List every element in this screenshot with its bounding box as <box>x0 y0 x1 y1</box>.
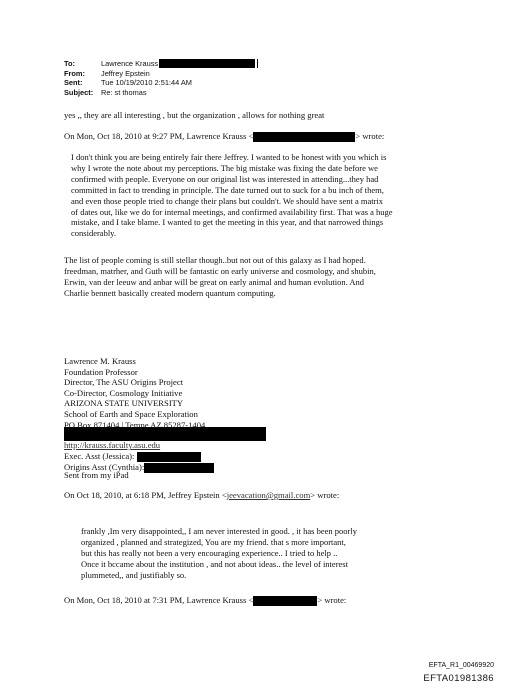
signature-title: Co-Director, Cosmology Initiative <box>64 387 183 398</box>
footer-ref-2: EFTA01981386 <box>423 673 494 684</box>
email-header <box>64 59 258 97</box>
to-label: To: <box>64 59 75 68</box>
quote1-paragraph-2 <box>64 255 376 299</box>
text-line: why I wrote the note about my perceptions. The big mistake was fixing the date before we <box>71 162 378 173</box>
quote2-intro-after: > wrote: <box>310 490 340 500</box>
quote1-paragraph-1 <box>71 152 393 239</box>
text-line: considerably. <box>71 228 117 239</box>
quote3-intro <box>64 595 346 606</box>
exec-asst-row <box>64 451 266 462</box>
website-link[interactable]: http://krauss.faculty.asu.edu <box>64 440 161 451</box>
text-line: freedman, matrher, and Guth will be fantastic on early universe and cosmology, and shubin, <box>64 265 376 276</box>
quote1-intro-before: On Mon, Oct 18, 2010 at 9:27 PM, Lawrence Krauss < <box>64 131 254 141</box>
text-line: and even those people tried to change their plans but couldn't. We should have sent a matrix <box>71 195 384 206</box>
text-line: plummeted,, and justifiably so. <box>81 569 187 580</box>
text-line: The list of people coming is still stellar though..but not out of this galaxy as I had hoped. <box>64 255 366 265</box>
signature-address: PO Box 871404 | Tempe AZ 85287-1404 <box>64 419 206 430</box>
text-line: but this has really not been a very encouraging experience.. I tried to help .. <box>81 547 338 558</box>
subject-value: Re: st thomas <box>101 87 147 97</box>
reply-line: yes ,, they are all interesting , but the organization , allows for nothing great <box>64 110 325 120</box>
text-line: Charlie bennett basically created modern quantum computing. <box>64 287 276 298</box>
text-line: organized , planned and strategized, You are my friend. that s more important, <box>81 536 346 547</box>
redaction-box <box>253 132 355 142</box>
website-row <box>64 440 266 451</box>
quote2-body <box>81 526 357 581</box>
signature-address-row <box>64 420 266 431</box>
text-line: I don't think you are being entirely fair there Jeffrey. I wanted to be honest with you which is <box>71 152 387 162</box>
exec-asst-label: Exec. Asst (Jessica): <box>64 450 135 461</box>
text-line: mistake, and I take blame. I wanted to get the meeting in this year, and that narrowed things <box>71 217 384 228</box>
sent-row <box>64 78 258 88</box>
signature-university: ARIZONA STATE UNIVERSITY <box>64 398 184 409</box>
quote3-intro-before: On Mon, Oct 18, 2010 at 7:31 PM, Lawrence Krauss < <box>64 595 254 605</box>
from-value: Jeffrey Epstein <box>101 68 150 78</box>
quote2-intro-before: On Oct 18, 2010, at 6:18 PM, Jeffrey Epstein < <box>64 490 227 500</box>
redacted-line-row <box>64 430 266 440</box>
signature-block <box>64 356 266 473</box>
from-row <box>64 69 258 79</box>
footer-ref-1: EFTA_R1_00469920 <box>428 662 494 669</box>
redaction-box <box>144 463 214 473</box>
text-line: Once it bccame about the institution , and not about ideas.. the level of interest <box>81 558 348 569</box>
text-line: Erwin, van der leeuw and anbar will be great on early animal and human evolution. And <box>64 276 365 287</box>
text-line: confirmed with people. Everyone on our original list was interested in attending...they had <box>71 173 379 184</box>
subject-label: Subject: <box>64 87 94 97</box>
sent-value: Tue 10/19/2010 2:51:44 AM <box>101 78 192 88</box>
redaction-box <box>253 596 317 606</box>
from-label: From: <box>64 68 85 78</box>
redaction-bracket <box>257 59 258 68</box>
signature-title: Foundation Professor <box>64 366 138 377</box>
quote3-intro-after: > wrote: <box>317 595 347 605</box>
quote1-intro <box>64 131 384 142</box>
signature-name: Lawrence M. Krauss <box>64 356 136 366</box>
text-line: of dates out, like we do for internal meetings, and confirmed availability first. That was a huge <box>71 206 393 217</box>
email-link[interactable]: jeevacation@gmail.com <box>226 490 311 500</box>
to-value: Lawrence Krauss <box>101 59 159 68</box>
text-line: frankly ,Im very disappointed,, I am never interested in good. , it has been poorly <box>81 526 357 536</box>
signature-title: Director, The ASU Origins Project <box>64 377 184 388</box>
text-line: committed in fact to trending in principle. The date turned out to suck for a bu inch of them, <box>71 184 384 195</box>
subject-row <box>64 88 258 98</box>
redaction-box <box>159 59 255 68</box>
quote2-intro <box>64 490 339 501</box>
origins-asst-label: Origins Asst (Cynthia): <box>64 461 145 472</box>
sent-from-line: Sent from my iPad <box>64 470 129 480</box>
redaction-box <box>137 452 201 462</box>
sent-label: Sent: <box>64 78 83 88</box>
to-row <box>64 59 258 69</box>
quote1-intro-after: > wrote: <box>355 131 385 141</box>
signature-school: School of Earth and Space Exploration <box>64 408 198 419</box>
